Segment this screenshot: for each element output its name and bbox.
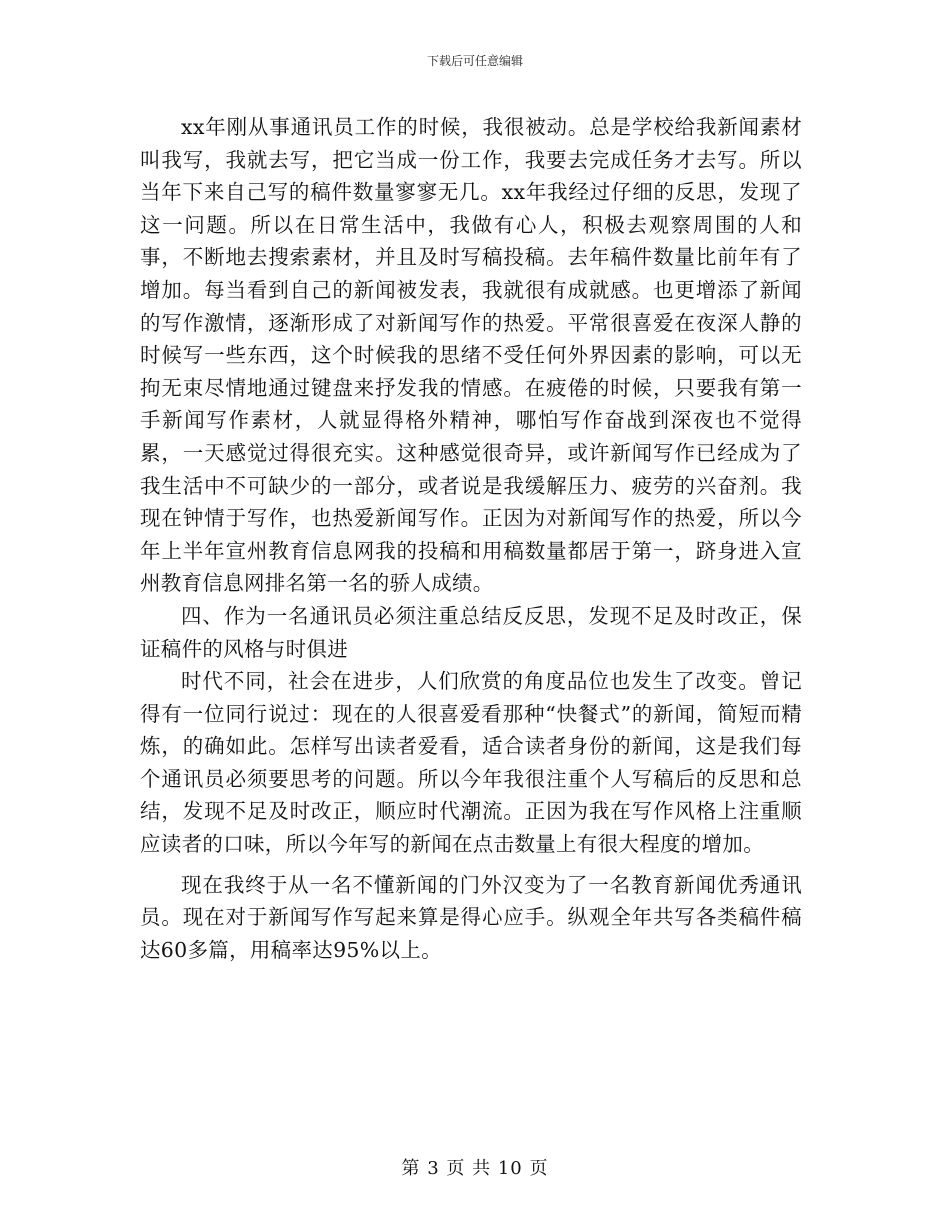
section-heading-four: 四、作为一名通讯员必须注重总结反反思，发现不足及时改正，保证稿件的风格与时俱进 bbox=[140, 603, 802, 661]
page-number: 第 3 页 共 10 页 bbox=[401, 1158, 549, 1179]
document-body bbox=[140, 111, 802, 966]
paragraph-reporter-experience: xx年刚从事通讯员工作的时候，我很被动。总是学校给我新闻素材叫我写，我就去写，把它当成一份工作，我要去完成任务才去写。所以当年下来自己写的稿件数量寥寥无几。xx年我经过仔细的反思，发现了这一问题。所以在日常生活中，我做有心人，积极去观察周围的人和事，不断地去搜索素材，并且及时写稿投稿。去年稿件数量比前年有了增加。每当看到自己的新闻被发表，我就很有成就感。也更增添了新闻的写作激情，逐渐形成了对新闻写作的热爱。平常很喜爱在夜深人静的时候写一些东西，这个时候我的思绪不受任何外界因素的影响，可以无拘无束尽情地通过键盘来抒发我的情感。在疲倦的时候，只要我有第一手新闻写作素材，人就显得格外精神，哪怕写作奋战到深夜也不觉得累，一天感觉过得很充实。这种感觉很奇异，或许新闻写作已经成为了我生活中不可缺少的一部分，或者说是我缓解压力、疲劳的兴奋剂。我现在钟情于写作，也热爱新闻写作。正因为对新闻写作的热爱，所以今年上半年宣州教育信息网我的投稿和用稿数量都居于第一，跻身进入宣州教育信息网排名第一名的骄人成绩。 bbox=[140, 115, 802, 596]
paragraph-style-reflection: 时代不同，社会在进步，人们欣赏的角度品位也发生了改变。曾记得有一位同行说过：现在的人很喜爱看那种“快餐式”的新闻，简短而精炼，的确如此。怎样写出读者爱看，适合读者身份的新闻，这是我们每个通讯员必须要思考的问题。所以今年我很注重个人写稿后的反思和总结，发现不足及时改正，顺应时代潮流。正因为我在写作风格上注重顺应读者的口味，所以今年写的新闻在点击数量上有很大程度的增加。 bbox=[140, 669, 802, 857]
page-header-note: 下载后可任意编辑 bbox=[426, 54, 523, 68]
paragraph-summary: 现在我终于从一名不懂新闻的门外汉变为了一名教育新闻优秀通讯员。现在对于新闻写作写起来算是得心应手。纵观全年共写各类稿件稿达60多篇，用稿率达95%以上。 bbox=[140, 872, 802, 962]
